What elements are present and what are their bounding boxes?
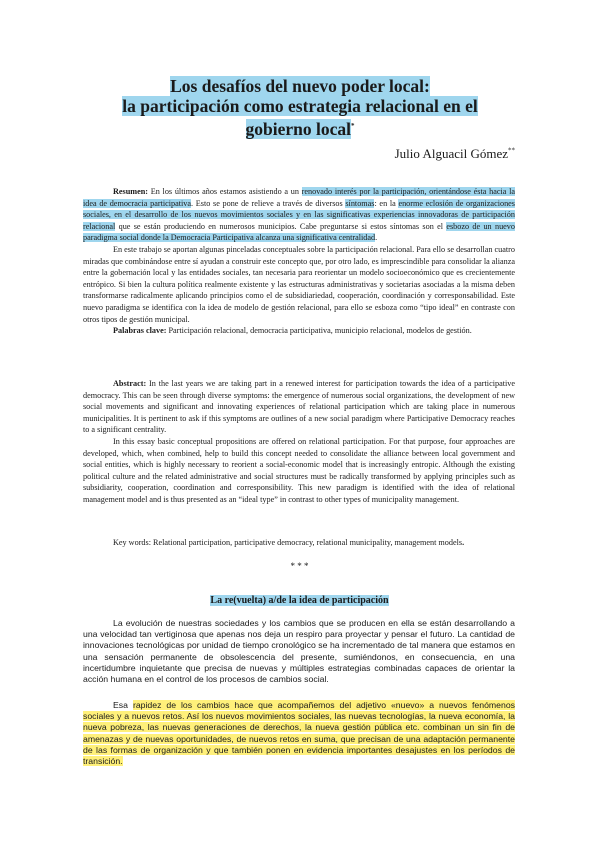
section-heading-text: La re(vuelta) a/de la idea de participación (210, 595, 389, 606)
section-paragraph-2 (83, 700, 515, 767)
abstract-text-1: In the last years we are taking part in a renewed interest for participation towards the idea of a participative democracy. This can be seen through diverse symptoms: the emergence of numerous social organizations, the development of new social movements and significant and innovating experiences of relational participation which are taking place in numerous municipalities. It is pertinent to ask if this symptoms are outlines of a new social paradigm where Participative Democracy reaches to a significant centrality. (83, 379, 515, 435)
title-line-1: Los desafíos del nuevo poder local: (170, 76, 430, 96)
resumen-text-c: : en la (374, 198, 399, 208)
resumen-highlight-4: esbozo de un nuevo paradigma social donde la Democracia Participativa alcanza una significativa centralidad (83, 221, 515, 243)
title-line-2: la participación como estrategia relacional en el (122, 96, 478, 116)
keywords-label: Palabras clave: (113, 326, 167, 336)
resumen-text-a: En los últimos años estamos asistiendo a un (150, 187, 302, 196)
abstract-block (83, 378, 515, 506)
section-paragraph-2-lead: Esa (113, 700, 133, 710)
author-footnote-mark: ** (508, 146, 515, 155)
resumen-highlight-2: síntomas (345, 198, 375, 208)
section-paragraph-2-text (83, 700, 515, 767)
keywords-text: Participación relacional, democracia participativa, municipio relacional, modelos de gestión. (166, 326, 472, 336)
title-line-3: gobierno local (245, 118, 351, 139)
section-heading (0, 595, 599, 606)
paper-title (100, 76, 500, 139)
abstract-keywords (83, 537, 515, 549)
author-text: Julio Alguacil Gómez (394, 146, 508, 161)
resumen-highlight-3: enorme eclosión de organizaciones sociales, en el desarrollo de los nuevos movimientos sociales y en las significativas experiencias innovadoras de participación relacional (83, 198, 515, 231)
section-paragraph-1-text: La evolución de nuestras sociedades y los cambios que se producen en ella se están desarrollando a una velocidad tan vertiginosa que apenas nos deja un respiro para proyectar y pensar el futuro. La cantidad de innovaciones tecnológicas por unidad de tiempo cronológico se ha incrementado de tal manera que estamos en una sensación permanente de obsolescencia del presente, sumiéndonos, en consecuencia, en una incertidumbre inquietante que precisa de nuevas y múltiples estrategias combinadas capaces de orientar la acción humana en el control de los procesos de cambios social. (83, 618, 515, 685)
abstract-label: Abstract: (113, 379, 147, 388)
section-separator: * * * (290, 561, 309, 571)
section-paragraph-2-highlight: rapidez de los cambios hace que acompañemos del adjetivo «nuevo» a nuevos fenómenos sociales y a nuevos retos. Así los nuevos movimientos sociales, las nuevas tecnologías, la nueva economía, la nueva pobreza, las nuevas generaciones de derechos, la nueva gestión pública etc. combinan un sin fin de amenazas y de nuevas oportunidades, de nuevos retos en suma, que precisan de una adaptación permanente de las formas de organización y que también ponen en evidencia importantes desajustes en los períodos de transición. (83, 700, 516, 767)
resumen-label: Resumen: (113, 187, 149, 196)
abstract-paragraph-2: In this essay basic conceptual propositions are offered on relational participation. For that purpose, four approaches are developed, which, when combined, help to build this concept needed to consolidate the alliance between local government and social entities, which is highly necessary to reorient a social-economic model that is increasingly entropic. Although the existing political culture and the related administrative and social structures must be radically transformed by applying principles such as subsidiarity, cooperation, coordination and corresponsibility. This new paradigm is identified with the idea of relational management model and is thus presented as an “ideal type” in contrast to other types of municipality management. (83, 436, 515, 504)
abstract-keywords-line (83, 537, 515, 549)
resumen-keywords (83, 325, 515, 337)
title-footnote-mark: * (350, 122, 355, 130)
abstract-keywords-text: Key words: Relational participation, participative democracy, relational municipality, management models (113, 538, 463, 547)
resumen-paragraph-1 (83, 186, 515, 244)
resumen-text-e: . (375, 233, 378, 243)
section-paragraph-1 (83, 618, 515, 685)
resumen-paragraph-2: En este trabajo se aportan algunas pinceladas conceptuales sobre la participación relacional. Para ello se desarrollan cuatro miradas que combinándose entre sí ayudan a construir este concepto que, por otro lado, es imprescindible para consolidar la alianza entre la gobernación local y las entidades sociales, tan necesaria para reorientar un modelo socioeconómico que es crecientemente entrópico. Si bien la cultura política realmente existente y las estructuras administrativas y societarias asociadas a la misma deben transformarse radicalmente aplicando principios como el de subsidiariedad, cooperación, coordinación y corresponsabilidad. Este nuevo paradigma se identifica con la idea de modelo de gestión relacional, para ello se esboza como “tipo ideal” en contraste con otros tipos de gestión municipal. (83, 244, 515, 324)
resumen-highlight-1: renovado interés por la participación, orientándose ésta hacia la idea de democracia participativa (83, 187, 515, 208)
author-name (395, 146, 515, 162)
resumen-text-b: . Esto se pone de relieve a través de diversos (191, 198, 346, 208)
resumen-text-d: que se están produciendo en numerosos municipios. Cabe preguntarse si estos síntomas son el (115, 221, 447, 231)
abstract-paragraph-1 (83, 378, 515, 436)
abstract-keywords-end: . (462, 538, 465, 547)
resumen-block (83, 186, 515, 337)
